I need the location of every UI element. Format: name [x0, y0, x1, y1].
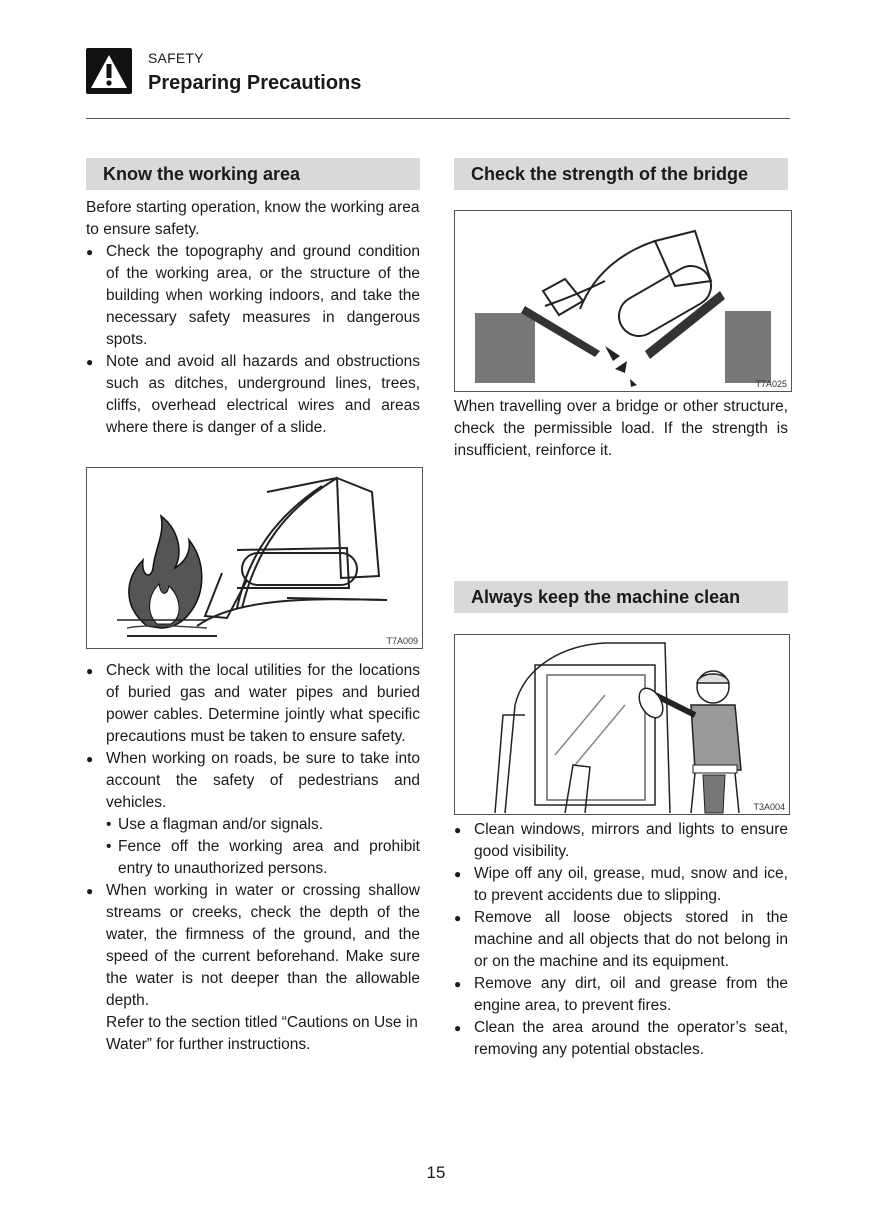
bullet-list-water: [86, 880, 420, 1012]
sub-bullet-flagman: • Use a flagman and/or signals.: [106, 814, 420, 836]
bullet-hazards: ● Note and avoid all hazards and obstructions such as ditches, underground lines, trees, cliffs, overhead electrical wires and areas where there is danger of a slide.: [86, 351, 420, 439]
warning-triangle-icon: [86, 48, 132, 94]
loader-fire-illustration: [87, 468, 422, 648]
bullet-list-bottom: [86, 660, 420, 814]
intro-text: Before starting operation, know the working area to ensure safety.: [86, 199, 420, 238]
fire-icon: [129, 516, 202, 628]
know-area-text: [86, 197, 420, 439]
heading-know-working-area: Know the working area: [86, 158, 420, 190]
page-number: 15: [426, 1163, 446, 1182]
figure-cleaning: [454, 634, 790, 815]
clean-text: [454, 819, 788, 1061]
refer-text: Refer to the section titled “Cautions on Use in Water” for further instructions.: [106, 1014, 418, 1053]
bullet-remove-loose: ● Remove all loose objects stored in the machine and all objects that do not belong in or on the machine and its equipment.: [454, 907, 788, 973]
heading-bridge-strength: Check the strength of the bridge: [454, 158, 788, 190]
bullet-topography: ● Check the topography and ground condition of the working area, or the structure of the building when working indoors, and take the necessary safety measures in dangerous spots.: [86, 241, 420, 351]
heading-keep-clean: Always keep the machine clean: [454, 581, 788, 613]
section-label: SAFETY: [148, 50, 204, 66]
bullet-operator-seat: ● Clean the area around the operator’s seat, removing any potential obstacles.: [454, 1017, 788, 1061]
bullet-list-top: [86, 241, 420, 439]
bridge-text: When travelling over a bridge or other structure, check the permissible load. If the strength is insufficient, reinforce it.: [454, 398, 788, 459]
figure-code: T7A009: [386, 636, 418, 646]
utilities-text: [86, 660, 420, 1056]
sub-bullet-fence: • Fence off the working area and prohibit entry to unauthorized persons.: [106, 836, 420, 880]
sub-bullet-list: [86, 814, 420, 880]
header-divider: [86, 118, 790, 119]
bridge-collapse-illustration: [455, 211, 791, 391]
bullet-water: ● When working in water or crossing shallow streams or creeks, check the depth of the water, the firmness of the ground, and the speed of the current beforehand. Make sure the water is not deeper than the allowable depth.: [86, 880, 420, 1012]
bullet-remove-dirt: ● Remove any dirt, oil and grease from the engine area, to prevent fires.: [454, 973, 788, 1017]
bullet-utilities: ● Check with the local utilities for the locations of buried gas and water pipes and buried power cables. Determine jointly what specific precautions must be taken to ensure safety.: [86, 660, 420, 748]
bullet-clean-windows: ● Clean windows, mirrors and lights to ensure good visibility.: [454, 819, 788, 863]
bullet-wipe-oil: ● Wipe off any oil, grease, mud, snow and ice, to prevent accidents due to slipping.: [454, 863, 788, 907]
worker-illustration: [634, 671, 741, 813]
bullet-roads: ● When working on roads, be sure to take into account the safety of pedestrians and vehicles.: [86, 748, 420, 814]
figure-code: T7A025: [755, 379, 787, 389]
clean-bullet-list: [454, 819, 788, 1061]
figure-bridge: [454, 210, 792, 392]
figure-loader-fire: [86, 467, 423, 649]
page-title: Preparing Precautions: [148, 72, 362, 94]
cleaning-illustration: [455, 635, 789, 814]
figure-code: T3A004: [753, 802, 785, 812]
